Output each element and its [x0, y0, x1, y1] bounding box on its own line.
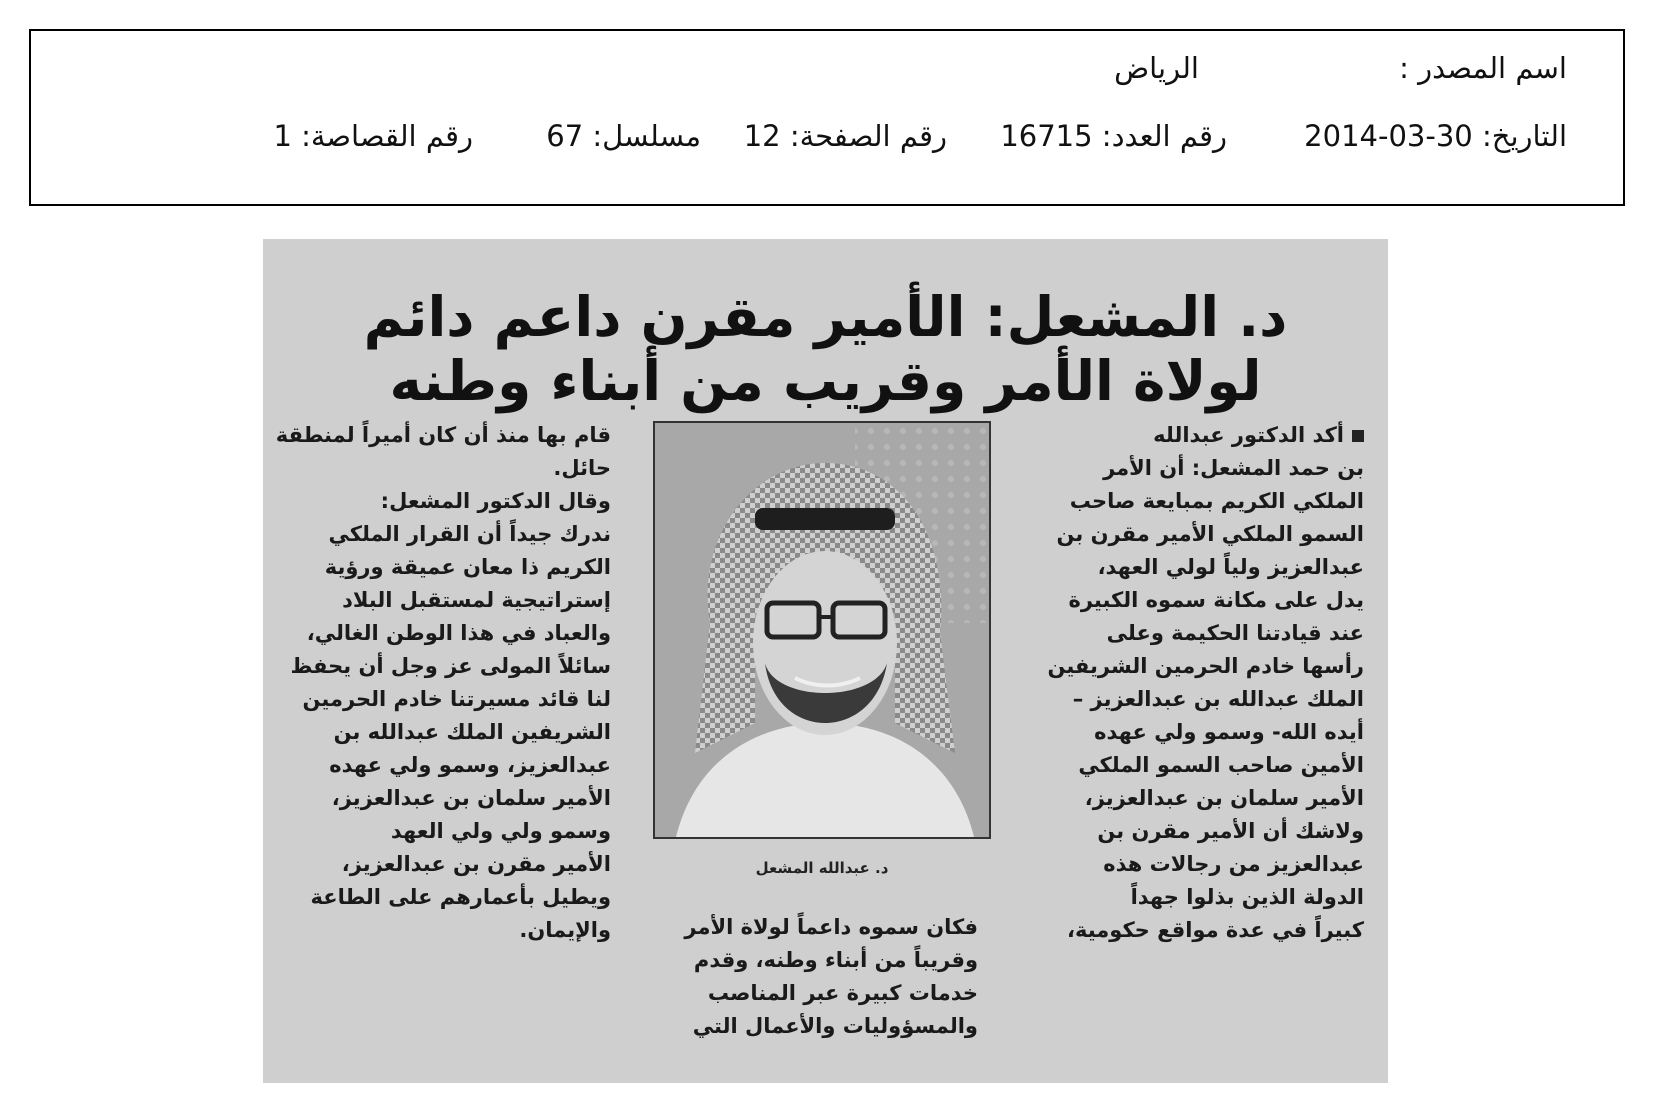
page-field: رقم الصفحة: 12	[743, 119, 947, 153]
article-line: قام بها منذ أن كان أميراً لمنطقة	[275, 423, 611, 447]
article-line: الأمين صاحب السمو الملكي	[1078, 753, 1364, 777]
article-line: ولاشك أن الأمير مقرن بن	[1097, 819, 1364, 843]
article-line: حائل.	[553, 456, 611, 480]
article-line: عبدالعزيز، وسمو ولي عهده	[329, 753, 611, 777]
article-column-right	[1039, 419, 1364, 947]
article-line: الأمير مقرن بن عبدالعزيز،	[341, 852, 611, 876]
clip-number-field: رقم القصاصة: 1	[273, 119, 473, 153]
article-line: ندرك جيداً أن القرار الملكي	[328, 522, 611, 546]
article-line: وقريباً من أبناء وطنه، وقدم	[693, 948, 978, 972]
article-line: الكريم ذا معان عميقة ورؤية	[324, 555, 611, 579]
article-column-left	[275, 419, 611, 947]
article-line: عند قيادتنا الحكيمة وعلى	[1106, 621, 1364, 645]
article-line: فكان سموه داعماً لولاة الأمر	[684, 915, 978, 939]
article-line: خدمات كبيرة عبر المناصب	[707, 981, 978, 1005]
article-headline: د. المشعل: الأمير مقرن داعم دائم لولاة الأمر وقريب من أبناء وطنه	[363, 285, 1288, 413]
article-line: والإيمان.	[519, 918, 611, 942]
photo-caption: د. عبدالله المشعل	[755, 859, 889, 877]
article-line: والمسؤوليات والأعمال التي	[692, 1014, 978, 1038]
article-line: الأمير سلمان بن عبدالعزيز،	[1084, 786, 1364, 810]
date-field: التاريخ: 30-03-2014	[1304, 119, 1567, 153]
article-line: رأسها خادم الحرمين الشريفين	[1047, 654, 1364, 678]
article-line: الملك عبدالله بن عبدالعزيز –	[1072, 687, 1364, 711]
article-column-middle	[658, 911, 978, 1043]
article-line: يدل على مكانة سموه الكبيرة	[1068, 588, 1364, 612]
article-line	[1039, 419, 1364, 452]
article-line: كبيراً في عدة مواقع حكومية،	[1067, 918, 1364, 942]
bullet-square-icon	[1352, 430, 1364, 442]
article-line: عبدالعزيز ولياً لولي العهد،	[1097, 555, 1364, 579]
article-line: ويطيل بأعمارهم على الطاعة	[310, 885, 611, 909]
article-line: وقال الدكتور المشعل:	[380, 489, 611, 513]
article-line: أيده الله- وسمو ولي عهده	[1094, 720, 1364, 744]
serial-field: مسلسل: 67	[546, 119, 701, 153]
clipping-header	[29, 29, 1625, 206]
article-line: الأمير سلمان بن عبدالعزيز،	[331, 786, 611, 810]
article-line: الشريفين الملك عبدالله بن	[333, 720, 611, 744]
source-label: اسم المصدر :	[1399, 51, 1567, 85]
article-line: لنا قائد مسيرتنا خادم الحرمين	[302, 687, 611, 711]
article-line-text: أكد الدكتور عبدالله	[1153, 423, 1344, 447]
issue-field: رقم العدد: 16715	[1000, 119, 1227, 153]
portrait-image	[655, 423, 991, 839]
newspaper-clipping	[263, 239, 1388, 1083]
article-line: السمو الملكي الأمير مقرن بن	[1056, 522, 1364, 546]
article-line: عبدالعزيز من رجالات هذه	[1103, 852, 1364, 876]
article-line: إستراتيجية لمستقبل البلاد	[342, 588, 611, 612]
author-photo	[653, 421, 991, 839]
article-line: سائلاً المولى عز وجل أن يحفظ	[290, 654, 611, 678]
article-line: بن حمد المشعل: أن الأمر	[1103, 456, 1364, 480]
source-value: الرياض	[1114, 51, 1199, 85]
article-line: الملكي الكريم بمبايعة صاحب	[1069, 489, 1364, 513]
article-line: والعباد في هذا الوطن الغالي،	[306, 621, 611, 645]
article-line: الدولة الذين بذلوا جهداً	[1130, 885, 1364, 909]
article-line: وسمو ولي ولي العهد	[390, 819, 611, 843]
